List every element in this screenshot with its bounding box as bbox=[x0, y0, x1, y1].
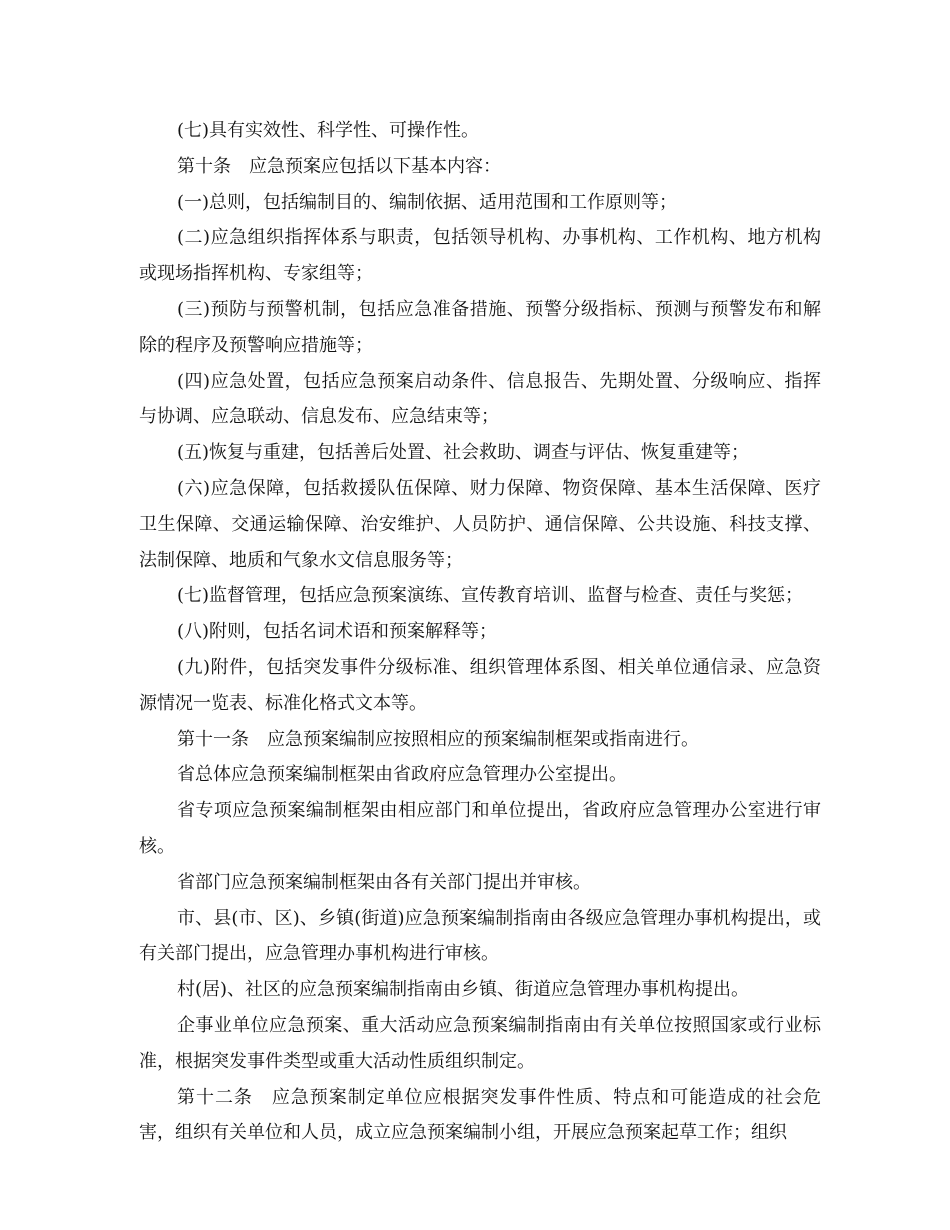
paragraph-city-county: 市、县(市、区)、乡镇(街道)应急预案编制指南由各级应急管理办事机构提出，或有关部门提出，应急管理办事机构进行审核。 bbox=[139, 907, 821, 965]
paragraph-provincial-department: 省部门应急预案编制框架由各有关部门提出并审核。 bbox=[177, 871, 591, 893]
paragraph-recovery: (五)恢复与重建，包括善后处置、社会救助、调查与评估、恢复重建等； bbox=[177, 442, 750, 464]
paragraph-village-community: 村(居)、社区的应急预案编制指南由乡镇、街道应急管理办事机构提出。 bbox=[177, 979, 750, 1001]
paragraph-attachments: (九)附件，包括突发事件分级标准、组织管理体系图、相关单位通信录、应急资源情况一览表、标准化格式文本等。 bbox=[139, 656, 821, 714]
paragraph-emergency-response: (四)应急处置，包括应急预案启动条件、信息报告、先期处置、分级响应、指挥与协调、应急联动、信息发布、应急结束等； bbox=[139, 370, 821, 428]
article-11-heading: 第十一条 应急预案编制应按照相应的预案编制框架或指南进行。 bbox=[177, 728, 699, 750]
article-12-heading: 第十二条 应急预案制定单位应根据突发事件性质、特点和可能造成的社会危害，组织有关单位和人员，成立应急预案编制小组，开展应急预案起草工作；组织 bbox=[139, 1086, 821, 1144]
article-10-heading: 第十条 应急预案应包括以下基本内容： bbox=[177, 155, 501, 177]
paragraph-item-7-effectiveness: (七)具有实效性、科学性、可操作性。 bbox=[177, 120, 480, 141]
paragraph-supplementary: (八)附则，包括名词术语和预案解释等； bbox=[177, 621, 498, 643]
paragraph-supervision: (七)监督管理，包括应急预案演练、宣传教育培训、监督与检查、责任与奖惩； bbox=[177, 585, 804, 607]
paragraph-provincial-special: 省专项应急预案编制框架由相应部门和单位提出，省政府应急管理办公室进行审核。 bbox=[139, 800, 821, 857]
paragraph-emergency-support: (六)应急保障，包括救援队伍保障、财力保障、物资保障、基本生活保障、医疗卫生保障、交通运输保障、治安维护、人员防护、通信保障、公共设施、科技支撑、法制保障、地质和气象水文信息服务等； bbox=[139, 477, 821, 571]
paragraph-general-provisions: (一)总则，包括编制目的、编制依据、适用范围和工作原则等； bbox=[177, 191, 678, 213]
document-body bbox=[139, 113, 821, 1151]
paragraph-provincial-general: 省总体应急预案编制框架由省政府应急管理办公室提出。 bbox=[177, 764, 627, 786]
paragraph-prevention-warning: (三)预防与预警机制，包括应急准备措施、预警分级指标、预测与预警发布和解除的程序及预警响应措施等； bbox=[139, 298, 821, 356]
paragraph-command-system: (二)应急组织指挥体系与职责，包括领导机构、办事机构、工作机构、地方机构或现场指挥机构、专家组等； bbox=[139, 227, 821, 285]
paragraph-enterprise: 企事业单位应急预案、重大活动应急预案编制指南由有关单位按照国家或行业标准，根据突发事件类型或重大活动性质组织制定。 bbox=[139, 1014, 821, 1072]
